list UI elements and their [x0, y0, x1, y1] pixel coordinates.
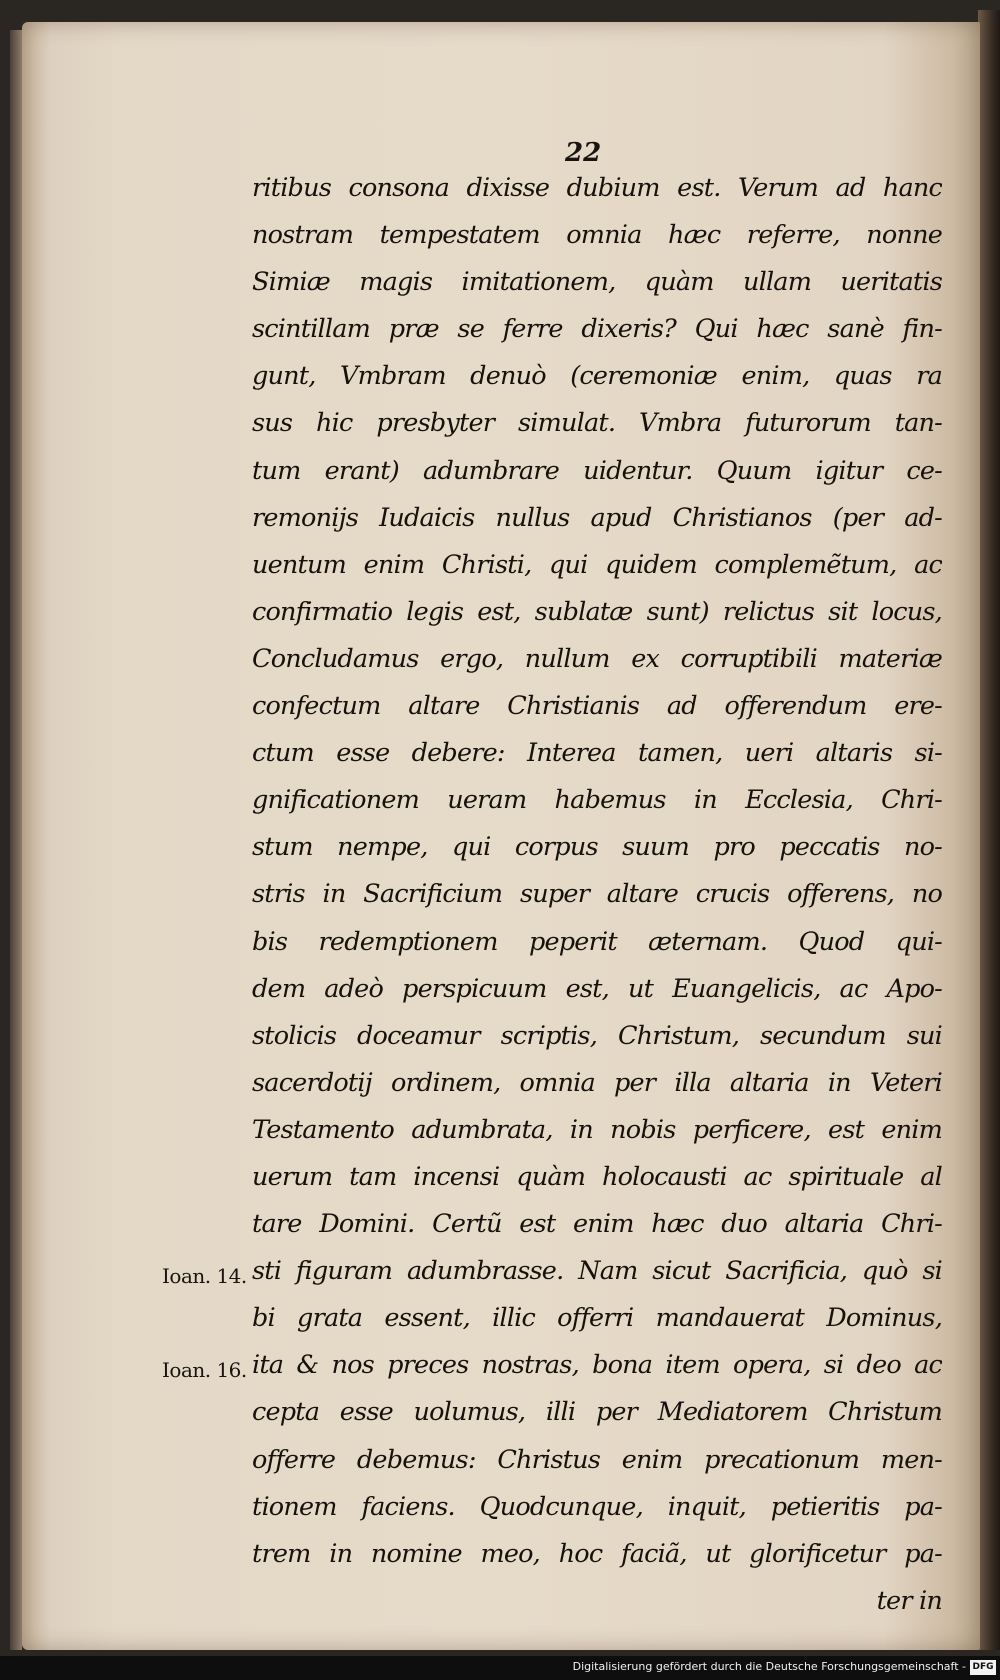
text-line: stris in Sacrificium super altare crucis offerens, no — [252, 879, 942, 910]
text-line: ctum esse debere: Interea tamen, ueri altaris si- — [252, 738, 942, 769]
text-line: ter in — [876, 1585, 942, 1616]
text-line: bis redemptionem peperit æternam. Quod qui- — [252, 926, 942, 957]
text-line: confectum altare Christianis ad offerendum ere- — [252, 691, 942, 722]
text-line: confirmatio legis est, sublatæ sunt) relictus sit locus, — [252, 596, 942, 627]
text-line: trem in nomine meo, hoc faciã, ut glorificetur pa- — [252, 1538, 942, 1569]
text-line: tare Domini. Certũ est enim hæc duo altaria Chri- — [252, 1209, 942, 1240]
text-line: uerum tam incensi quàm holocausti ac spirituale al — [252, 1161, 942, 1192]
margin-note-ioan-14: Ioan. 14. — [162, 1264, 247, 1288]
text-line: ritibus consona dixisse dubium est. Verum ad hanc — [252, 173, 942, 203]
footer-credit: Digitalisierung gefördert durch die Deutsche Forschungsgemeinschaft - — [572, 1660, 966, 1673]
text-line: gunt, Vmbram denuò (ceremoniæ enim, quas ra — [252, 361, 942, 392]
text-line: nostram tempestatem omnia hæc referre, nonne — [252, 220, 942, 251]
text-line: offerre debemus: Christus enim precationum men- — [252, 1444, 942, 1475]
text-line: sus hic presbyter simulat. Vmbra futurorum tan- — [252, 408, 942, 439]
page-number: 22 — [565, 138, 602, 168]
text-line: Testamento adumbrata, in nobis perficere, est enim — [252, 1114, 942, 1145]
text-line: tum erant) adumbrare uidentur. Quum igitur ce- — [252, 455, 942, 486]
text-line: sti figuram adumbrasse. Nam sicut Sacrificia, quò si — [252, 1256, 942, 1287]
text-line: sacerdotij ordinem, omnia per illa altaria in Veteri — [252, 1067, 942, 1098]
text-line: stum nempe, qui corpus suum pro peccatis no- — [252, 832, 942, 863]
text-line: gnificationem ueram habemus in Ecclesia, Chri- — [252, 785, 942, 816]
footer-bar — [0, 1656, 1000, 1680]
dfg-logo: DFG — [970, 1660, 996, 1675]
text-line: scintillam præ se ferre dixeris? Qui hæc sanè fin- — [252, 314, 942, 345]
text-line: ita & nos preces nostras, bona item opera, si deo ac — [252, 1350, 942, 1381]
text-line: bi grata essent, illic offerri mandauerat Dominus, — [252, 1303, 942, 1334]
text-line: cepta esse uolumus, illi per Mediatorem Christum — [252, 1397, 942, 1428]
body-text — [252, 165, 942, 1625]
text-line: remonijs Iudaicis nullus apud Christianos (per ad- — [252, 502, 942, 533]
text-line: Simiæ magis imitationem, quàm ullam ueritatis — [252, 267, 942, 298]
margin-note-ioan-16: Ioan. 16. — [162, 1358, 247, 1382]
book-fore-edge — [978, 10, 1000, 1650]
text-line: Concludamus ergo, nullum ex corruptibili materiæ — [252, 643, 942, 674]
book-spine-edge — [10, 30, 22, 1650]
text-line: dem adeò perspicuum est, ut Euangelicis, ac Apo- — [252, 973, 942, 1004]
text-line: tionem faciens. Quodcunque, inquit, petieritis pa- — [252, 1491, 942, 1522]
text-line: stolicis doceamur scriptis, Christum, secundum sui — [252, 1020, 942, 1051]
text-line: uentum enim Christi, qui quidem complemẽtum, ac — [252, 549, 942, 580]
